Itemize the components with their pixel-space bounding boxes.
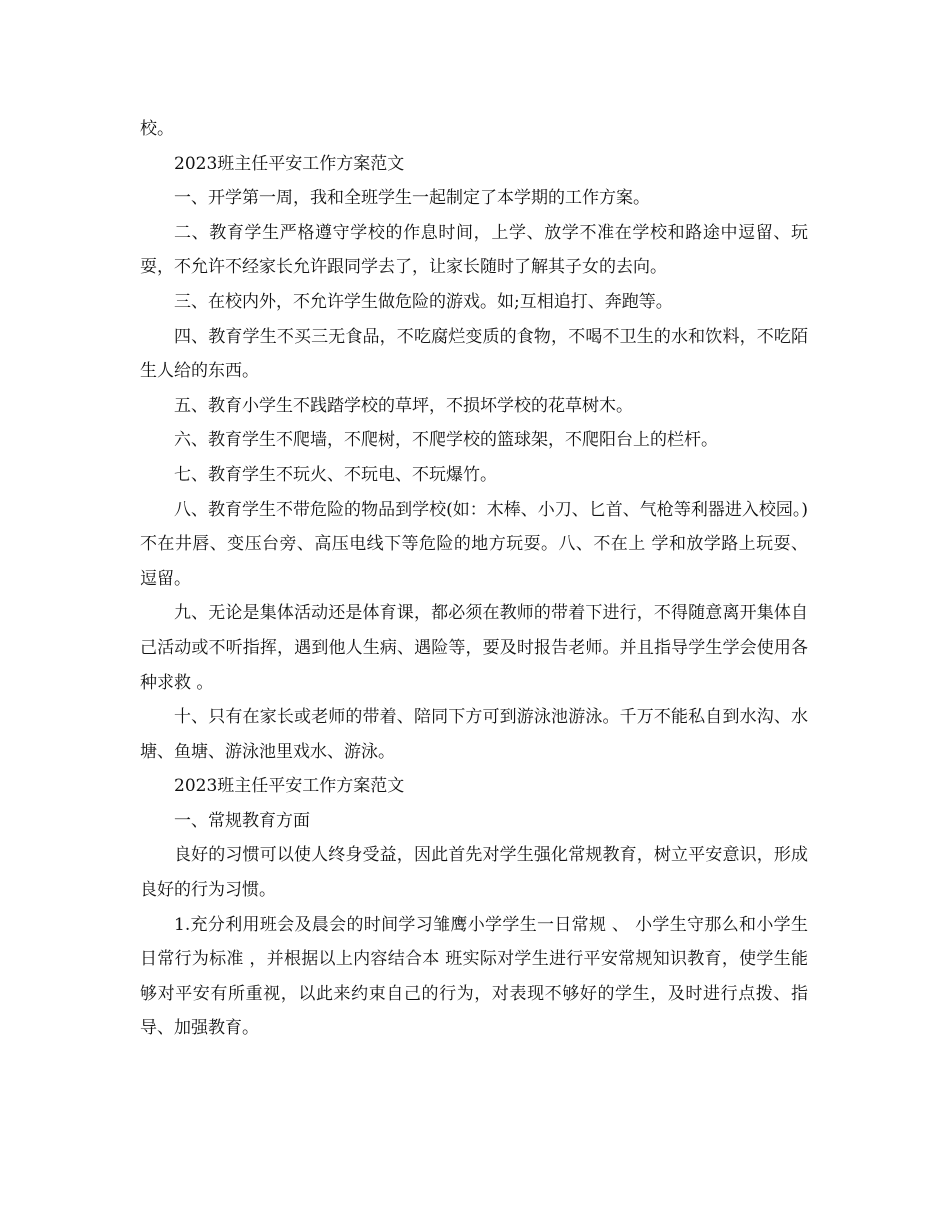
paragraph-item-3: 三、在校内外，不允许学生做危险的游戏。如;互相追打、奔跑等。 bbox=[174, 291, 673, 312]
document-page bbox=[140, 112, 808, 1046]
paragraph-item-6: 六、教育学生不爬墙，不爬树，不爬学校的篮球架，不爬阳台上的栏杆。 bbox=[174, 430, 718, 451]
paragraph-point-1: 1.充分利用班会及晨会的时间学习雏鹰小学学生一日常规 、 小学生守那么和小学生日常行为标准 ，并根据以上内容结合本 班实际对学生进行平安常规知识教育，使学生能够对平安有所重视，以此来约束自己的行为，对表现不够好的学生，及时进行点拨、指导、加强教育。 bbox=[140, 914, 808, 1039]
paragraph-item-10: 十、只有在家长或老师的带着、陪同下方可到游泳池游泳。千万不能私自到水沟、水塘、鱼塘、游泳池里戏水、游泳。 bbox=[140, 707, 808, 762]
paragraph-item-8: 八、教育学生不带危险的物品到学校(如：木棒、小刀、匕首、气枪等利器进入校园。)不在井唇、变压台旁、高压电线下等危险的地方玩耍。八、不在上 学和放学路上玩耍、逗留。 bbox=[140, 499, 808, 589]
paragraph-continuation: 校。 bbox=[140, 119, 174, 139]
paragraph-item-9: 九、无论是集体活动还是体育课，都必须在教师的带着下进行，不得随意离开集体自己活动或不听指挥，遇到他人生病、遇险等，要及时报告老师。并且指导学生学会使用各种求救 。 bbox=[140, 603, 808, 693]
subsection-heading: 一、常规教育方面 bbox=[174, 810, 310, 831]
section-title-1: 2023班主任平安工作方案范文 bbox=[174, 153, 405, 174]
paragraph-item-2: 二、教育学生严格遵守学校的作息时间，上学、放学不准在学校和路途中逗留、玩耍，不允许不经家长允许跟同学去了，让家长随时了解其子女的去向。 bbox=[140, 222, 808, 278]
paragraph-item-7: 七、教育学生不玩火、不玩电、不玩爆竹。 bbox=[174, 464, 497, 485]
paragraph-intro: 良好的习惯可以使人终身受益，因此首先对学生强化常规教育，树立平安意识，形成良好的行为习惯。 bbox=[140, 845, 808, 901]
paragraph-item-5: 五、教育小学生不践踏学校的草坪，不损坏学校的花草树木。 bbox=[174, 395, 633, 416]
section-title-2: 2023班主任平安工作方案范文 bbox=[174, 776, 405, 797]
paragraph-item-1: 一、开学第一周，我和全班学生一起制定了本学期的工作方案。 bbox=[174, 188, 650, 209]
paragraph-item-4: 四、教育学生不买三无食品，不吃腐烂变质的食物，不喝不卫生的水和饮料，不吃陌生人给的东西。 bbox=[140, 326, 808, 382]
